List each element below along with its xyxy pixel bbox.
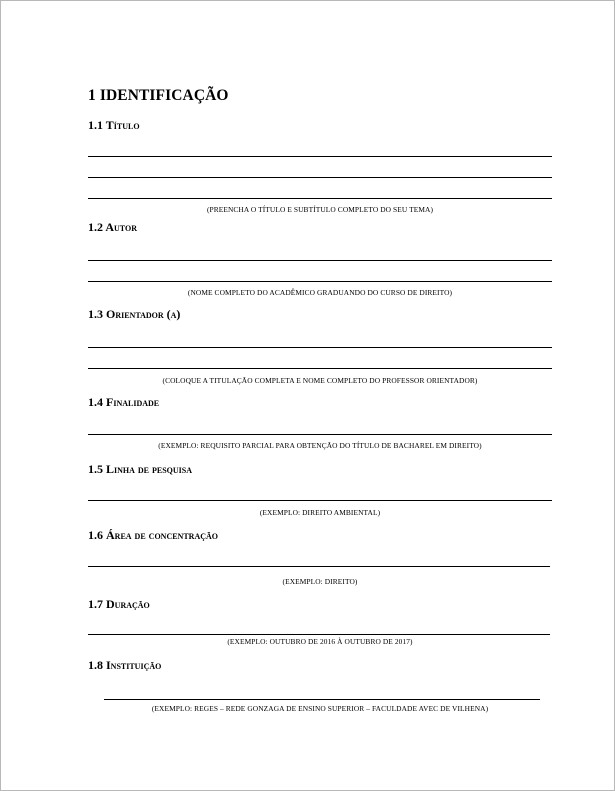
section-heading: 1 IDENTIFICAÇÃO <box>88 87 229 104</box>
label-duracao: 1.7 Duração <box>88 597 150 611</box>
linha-pesquisa-line[interactable] <box>88 500 552 501</box>
label-autor: 1.2 Autor <box>88 220 137 234</box>
duracao-line[interactable] <box>88 634 550 635</box>
hint-instituicao: (EXEMPLO: REGES – REDE GONZAGA DE ENSINO SUPERIOR – FACULDADE AVEC DE VILHENA) <box>151 704 489 713</box>
hint-autor: (NOME COMPLETO DO ACADÊMICO GRADUANDO DO CURSO DE DIREITO) <box>187 288 453 297</box>
label-linha-pesquisa: 1.5 Linha de pesquisa <box>88 462 193 476</box>
titulo-line-2[interactable] <box>88 177 552 178</box>
hint-titulo: (PREENCHA O TÍTULO E SUBTÍTULO COMPLETO DO SEU TEMA) <box>206 205 434 214</box>
orientador-line-2[interactable] <box>88 368 552 369</box>
label-titulo: 1.1 Título <box>88 118 140 132</box>
label-finalidade: 1.4 Finalidade <box>88 395 160 409</box>
label-area-concentracao: 1.6 Área de concentração <box>88 528 219 542</box>
label-orientador: 1.3 Orientador (a) <box>88 307 181 321</box>
hint-finalidade: (EXEMPLO: REQUISITO PARCIAL PARA OBTENÇÃO DO TÍTULO DE BACHAREL EM DIREITO) <box>158 441 482 450</box>
label-instituicao: 1.8 Instituição <box>88 658 162 672</box>
hint-area-concentracao: (EXEMPLO: DIREITO) <box>282 577 358 586</box>
titulo-line-3[interactable] <box>88 198 552 199</box>
orientador-line-1[interactable] <box>88 347 552 348</box>
hint-duracao: (EXEMPLO: OUTUBRO DE 2016 À OUTUBRO DE 2017) <box>227 637 413 646</box>
area-concentracao-line[interactable] <box>88 566 550 567</box>
instituicao-line[interactable] <box>104 699 540 700</box>
hint-linha-pesquisa: (EXEMPLO: DIREITO AMBIENTAL) <box>259 508 381 517</box>
autor-line-1[interactable] <box>88 260 552 261</box>
finalidade-line[interactable] <box>88 434 552 435</box>
titulo-line-1[interactable] <box>88 156 552 157</box>
hint-orientador: (COLOQUE A TITULAÇÃO COMPLETA E NOME COMPLETO DO PROFESSOR ORIENTADOR) <box>162 376 478 385</box>
autor-line-2[interactable] <box>88 281 552 282</box>
